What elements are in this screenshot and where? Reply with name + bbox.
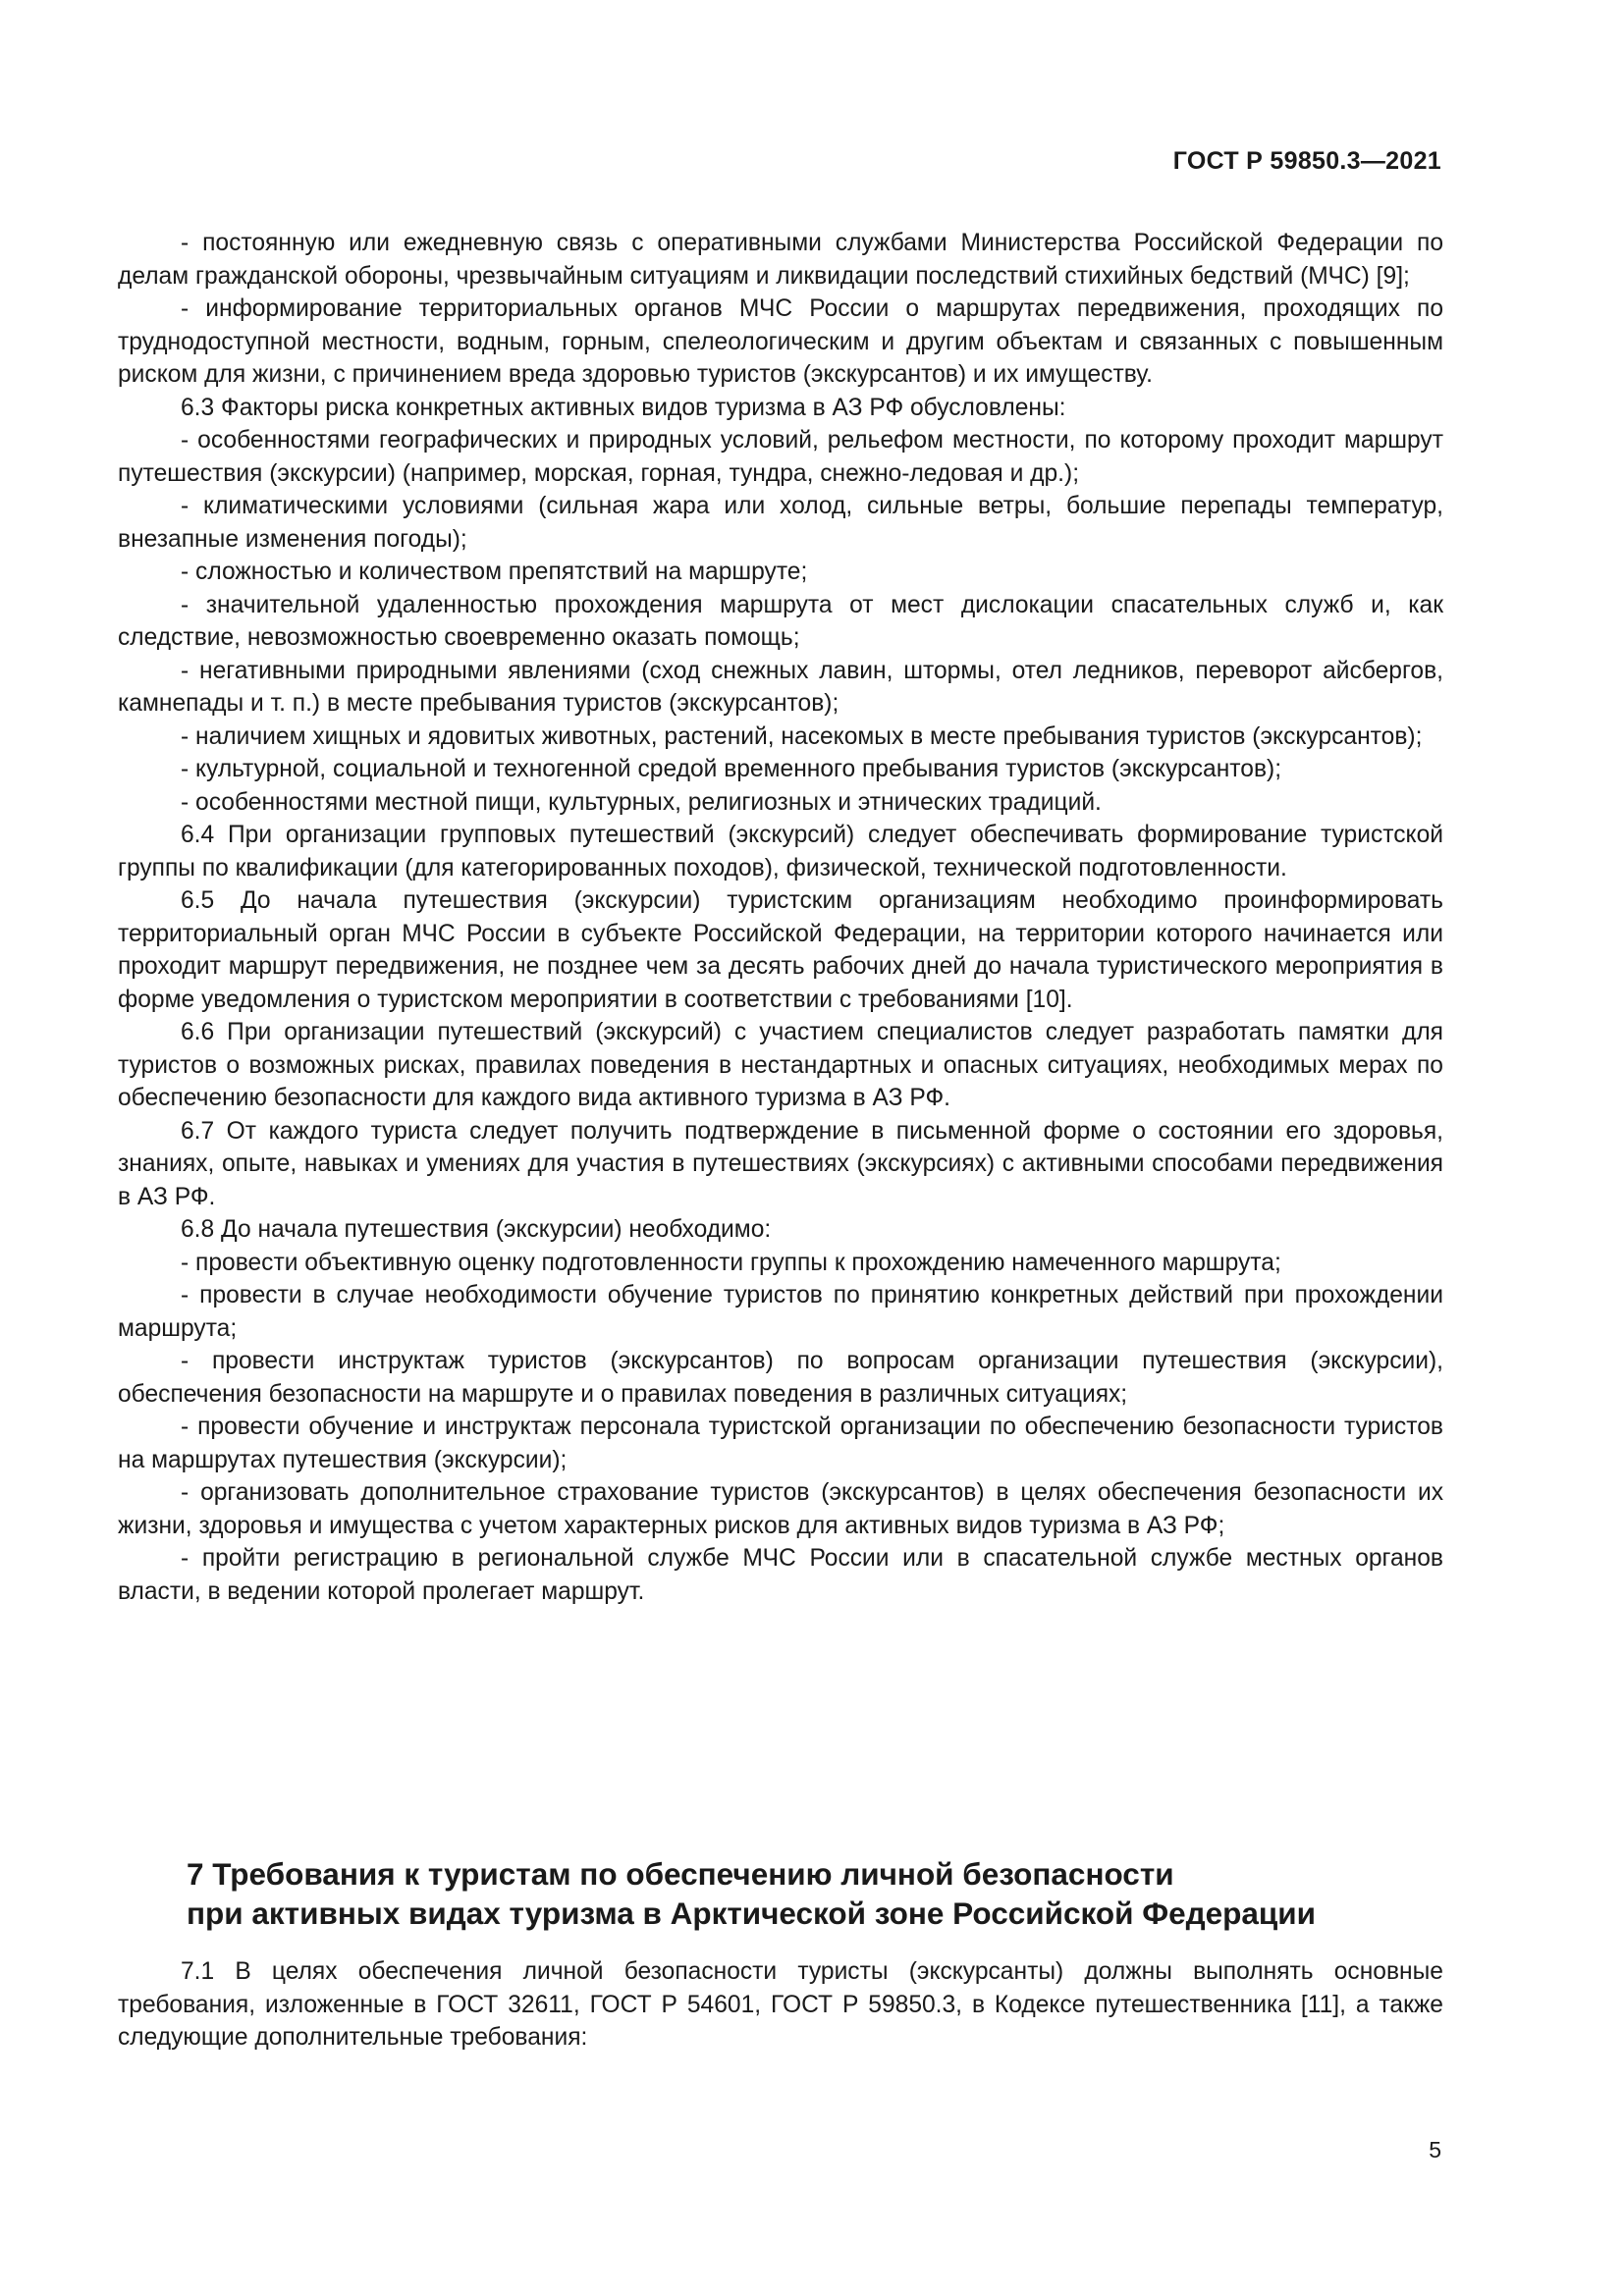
paragraph: 6.5 До начала путешествия (экскурсии) туристским организациям необходимо проинформировать территориальный орган МЧС России в субъекте Российской Федерации, на территории которого начинается или проходит маршрут передвижения, не позднее чем за десять рабочих дней до начала туристического мероприятия в форме уведомления о туристском мероприятии в соответствии с требованиями [10].	[118, 887, 1443, 1013]
paragraph: - особенностями географических и природных условий, рельефом местности, по которому проходит маршрут путешествия (экскурсии) (например, морская, горная, тундра, снежно-ледовая и др.);	[118, 427, 1443, 487]
paragraph: - провести инструктаж туристов (экскурсантов) по вопросам организации путешествия (экскурсии), обеспечения безопасности на маршруте и о правилах поведения в различных ситуациях;	[118, 1348, 1443, 1408]
section-7-body	[118, 1955, 1443, 2055]
paragraph: - особенностями местной пищи, культурных, религиозных и этнических традиций.	[181, 788, 1102, 816]
paragraph: - негативными природными явлениями (сход снежных лавин, штормы, отел ледников, переворот айсбергов, камнепады и т. п.) в месте пребывания туристов (экскурсантов);	[118, 657, 1443, 717]
paragraph: - провести объективную оценку подготовленности группы к прохождению намеченного маршрута;	[181, 1249, 1281, 1276]
paragraph: 6.4 При организации групповых путешествий (экскурсий) следует обеспечивать формирование туристской группы по квалификации (для категорированных походов), физической, технической подготовленности.	[118, 822, 1443, 881]
paragraph: - наличием хищных и ядовитых животных, растений, насекомых в месте пребывания туристов (экскурсантов);	[181, 722, 1423, 750]
paragraph: - провести в случае необходимости обучение туристов по принятию конкретных действий при прохождении маршрута;	[118, 1282, 1443, 1342]
paragraph: 6.3 Факторы риска конкретных активных видов туризма в АЗ РФ обусловлены:	[181, 394, 1066, 421]
paragraph: 6.6 При организации путешествий (экскурсий) с участием специалистов следует разработать памятки для туристов о возможных рисках, правилах поведения в нестандартных и опасных ситуациях, необходимых мерах по обеспечению безопасности для каждого вида активного туризма в АЗ РФ.	[118, 1019, 1443, 1111]
paragraph: 7.1 В целях обеспечения личной безопасности туристы (экскурсанты) должны выполнять основные требования, изложенные в ГОСТ 32611, ГОСТ Р 54601, ГОСТ Р 59850.3, в Кодексе путешественника [11], а также следующие дополнительные требования:	[118, 1958, 1443, 2051]
paragraph: - климатическими условиями (сильная жара или холод, сильные ветры, большие перепады температур, внезапные изменения погоды);	[118, 493, 1443, 553]
paragraph: - сложностью и количеством препятствий на маршруте;	[181, 559, 808, 585]
paragraph: - культурной, социальной и техногенной средой временного пребывания туристов (экскурсантов);	[181, 756, 1282, 782]
section-heading-line: 7 Требования к туристам по обеспечению личной безопасности	[187, 1856, 1174, 1892]
paragraph: - пройти регистрацию в региональной службе МЧС России или в спасательной службе местных органов власти, в ведении которой пролегает маршрут.	[118, 1545, 1443, 1605]
paragraph: 6.8 До начала путешествия (экскурсии) необходимо:	[181, 1216, 772, 1243]
paragraph: - провести обучение и инструктаж персонала туристской организации по обеспечению безопасности туристов на маршрутах путешествия (экскурсии);	[118, 1414, 1443, 1473]
body-text	[118, 227, 1443, 1608]
page-number: 5	[1429, 2137, 1441, 2163]
paragraph: 6.7 От каждого туриста следует получить подтверждение в письменной форме о состоянии его здоровья, знаниях, опыте, навыках и умениях для участия в путешествиях (экскурсиях) с активными способами передвижения в АЗ РФ.	[118, 1117, 1443, 1210]
standard-code-header: ГОСТ Р 59850.3—2021	[1172, 147, 1441, 175]
paragraph: - постоянную или ежедневную связь с оперативными службами Министерства Российской Федерации по делам гражданской обороны, чрезвычайным ситуациям и ликвидации последствий стихийных бедствий (МЧС) [9];	[118, 230, 1443, 290]
section-heading-line: при активных видах туризма в Арктической зоне Российской Федерации	[187, 1896, 1316, 1931]
paragraph: - организовать дополнительное страхование туристов (экскурсантов) в целях обеспечения безопасности их жизни, здоровья и имущества с учетом характерных рисков для активных видов туризма в АЗ РФ;	[118, 1479, 1443, 1539]
paragraph: - информирование территориальных органов МЧС России о маршрутах передвижения, проходящих по труднодоступной местности, водным, горным, спелеологическим и другим объектам и связанных с повышенным риском для жизни, с причинением вреда здоровью туристов (экскурсантов) и их имуществу.	[118, 295, 1443, 388]
section-7-heading	[187, 1854, 1453, 1933]
paragraph: - значительной удаленностью прохождения маршрута от мест дислокации спасательных служб и, как следствие, невозможностью своевременно оказать помощь;	[118, 591, 1443, 651]
